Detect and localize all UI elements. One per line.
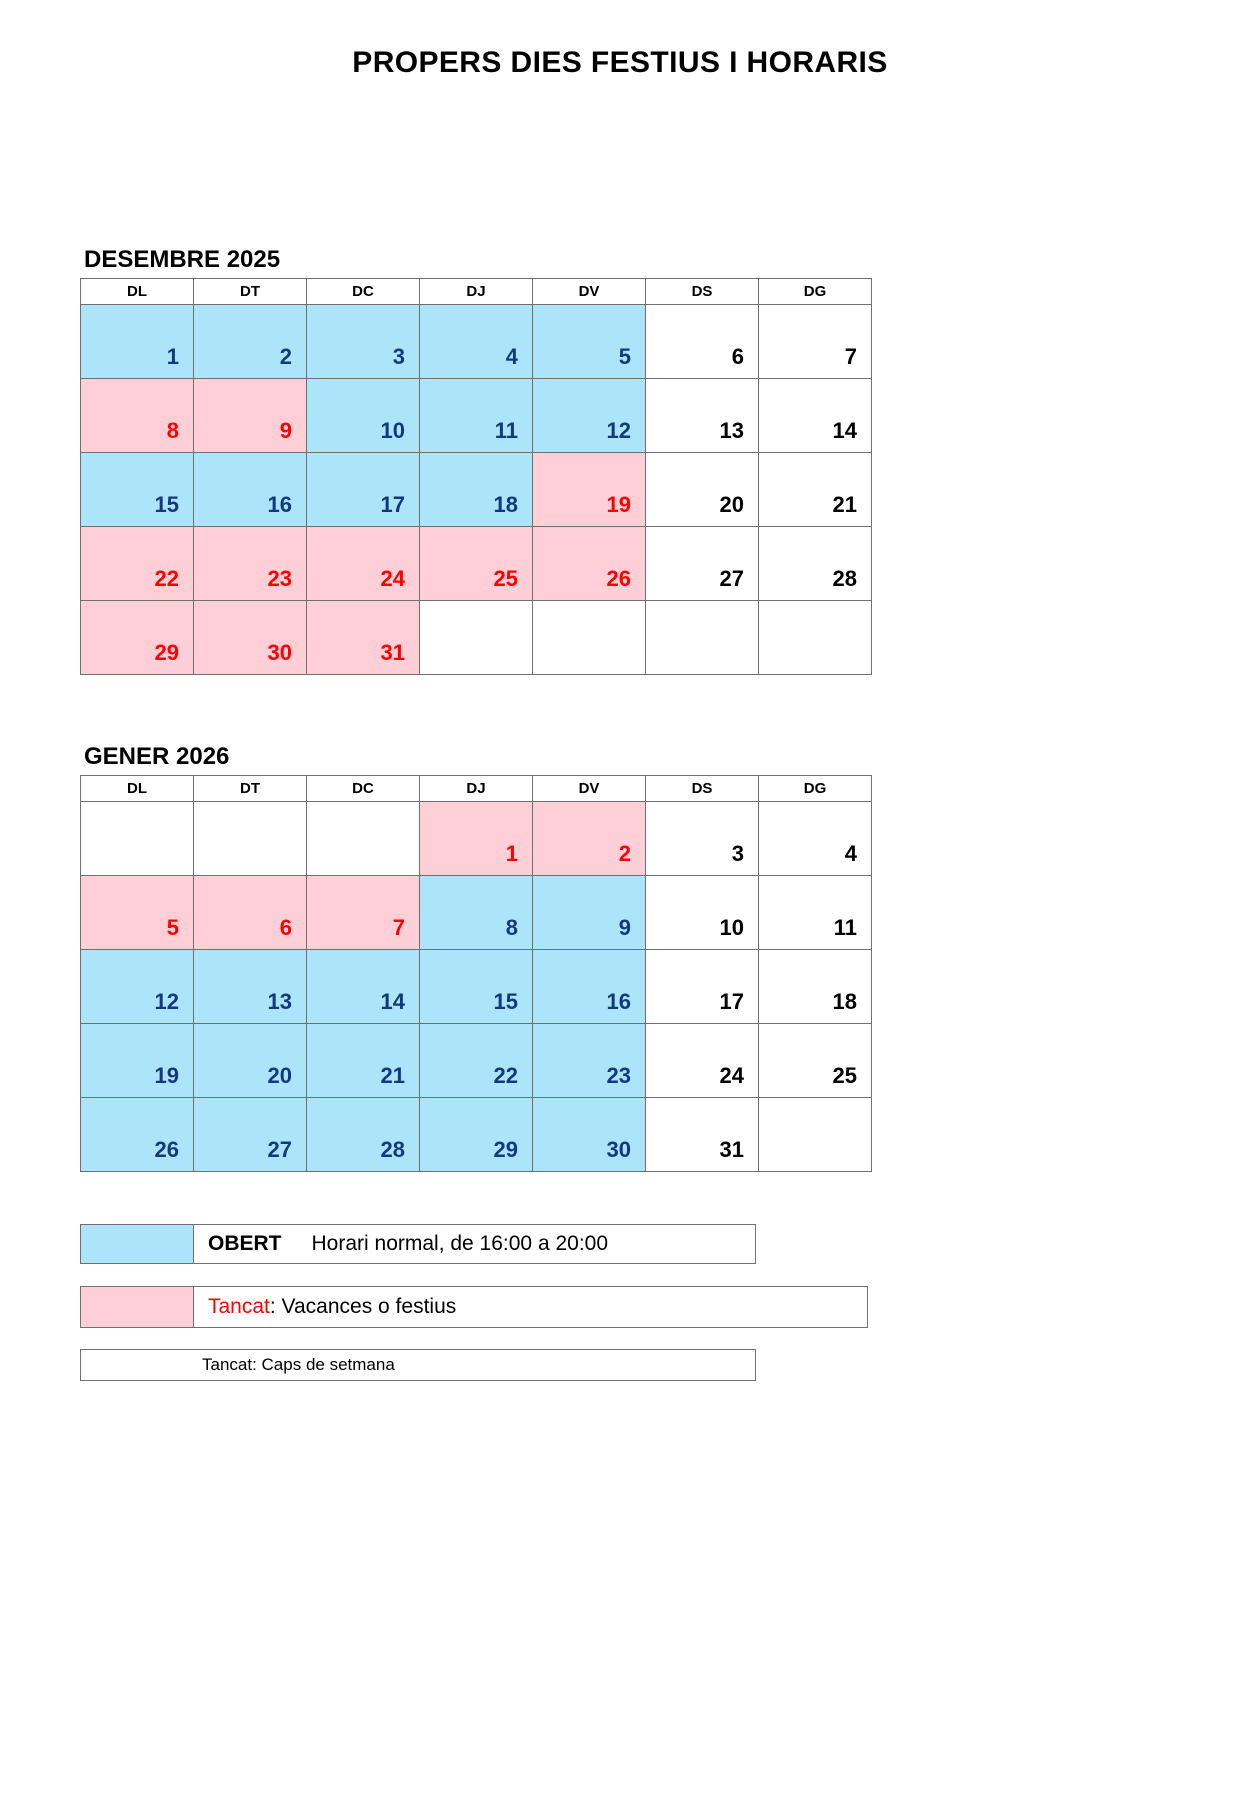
month-block-gener xyxy=(80,743,872,1172)
day-cell-empty xyxy=(420,601,533,675)
weekday-header-dt: DT xyxy=(194,279,307,305)
weekday-header-row xyxy=(81,776,872,802)
weekday-header-dt: DT xyxy=(194,776,307,802)
calendar-week-row xyxy=(81,379,872,453)
weekday-header-dj: DJ xyxy=(420,279,533,305)
calendar-week-row xyxy=(81,950,872,1024)
day-cell: 2 xyxy=(533,802,646,876)
day-cell: 13 xyxy=(194,950,307,1024)
calendar-week-row xyxy=(81,453,872,527)
calendar-page xyxy=(0,46,1240,1799)
weekday-header-dl: DL xyxy=(81,776,194,802)
day-cell: 10 xyxy=(646,876,759,950)
weekday-header-dv: DV xyxy=(533,279,646,305)
month-title-desembre: DESEMBRE 2025 xyxy=(84,246,281,273)
day-cell: 22 xyxy=(420,1024,533,1098)
day-cell: 24 xyxy=(307,527,420,601)
day-cell: 29 xyxy=(420,1098,533,1172)
page-title: PROPERS DIES FESTIUS I HORARIS xyxy=(352,46,888,79)
calendar-week-row xyxy=(81,305,872,379)
month-block-desembre xyxy=(80,246,872,675)
legend-weekend-description: Tancat: Caps de setmana xyxy=(202,1355,395,1374)
day-cell: 14 xyxy=(307,950,420,1024)
day-cell: 4 xyxy=(759,802,872,876)
day-cell: 20 xyxy=(646,453,759,527)
day-cell: 17 xyxy=(307,453,420,527)
day-cell xyxy=(307,802,420,876)
day-cell: 2 xyxy=(194,305,307,379)
day-cell: 7 xyxy=(759,305,872,379)
day-cell: 19 xyxy=(81,1024,194,1098)
day-cell: 22 xyxy=(81,527,194,601)
day-cell: 19 xyxy=(533,453,646,527)
day-cell: 23 xyxy=(194,527,307,601)
day-cell: 8 xyxy=(81,379,194,453)
day-cell: 18 xyxy=(759,950,872,1024)
calendar-week-row xyxy=(81,527,872,601)
legend-open-description: Horari normal, de 16:00 a 20:00 xyxy=(311,1232,609,1255)
day-cell: 17 xyxy=(646,950,759,1024)
day-cell: 1 xyxy=(81,305,194,379)
day-cell: 13 xyxy=(646,379,759,453)
day-cell: 23 xyxy=(533,1024,646,1098)
legend-row-open xyxy=(80,1224,756,1264)
day-cell xyxy=(194,802,307,876)
day-cell: 5 xyxy=(533,305,646,379)
weekday-header-dv: DV xyxy=(533,776,646,802)
weekday-header-dc: DC xyxy=(307,776,420,802)
day-cell: 25 xyxy=(759,1024,872,1098)
day-cell: 11 xyxy=(420,379,533,453)
day-cell: 28 xyxy=(759,527,872,601)
day-cell: 15 xyxy=(420,950,533,1024)
day-cell: 1 xyxy=(420,802,533,876)
day-cell: 3 xyxy=(646,802,759,876)
day-cell: 6 xyxy=(194,876,307,950)
day-cell: 15 xyxy=(81,453,194,527)
day-cell: 25 xyxy=(420,527,533,601)
day-cell-empty xyxy=(759,1098,872,1172)
calendar-week-row xyxy=(81,1024,872,1098)
day-cell: 7 xyxy=(307,876,420,950)
legend-row-weekend xyxy=(80,1349,756,1381)
day-cell-empty xyxy=(646,601,759,675)
day-cell: 30 xyxy=(194,601,307,675)
legend-open-label: OBERT xyxy=(208,1232,282,1255)
day-cell: 21 xyxy=(759,453,872,527)
legend-closed-label: Tancat xyxy=(208,1295,270,1318)
day-cell: 5 xyxy=(81,876,194,950)
day-cell: 11 xyxy=(759,876,872,950)
legend-text-open xyxy=(194,1225,755,1263)
weekday-header-row xyxy=(81,279,872,305)
weekday-header-dg: DG xyxy=(759,776,872,802)
day-cell: 9 xyxy=(194,379,307,453)
calendar-week-row xyxy=(81,802,872,876)
calendar-week-row xyxy=(81,1098,872,1172)
day-cell: 3 xyxy=(307,305,420,379)
day-cell: 31 xyxy=(307,601,420,675)
day-cell: 16 xyxy=(533,950,646,1024)
calendar-week-row xyxy=(81,876,872,950)
day-cell-empty xyxy=(533,601,646,675)
day-cell: 28 xyxy=(307,1098,420,1172)
legend-closed-description: : Vacances o festius xyxy=(269,1295,457,1318)
day-cell: 29 xyxy=(81,601,194,675)
weekday-header-ds: DS xyxy=(646,776,759,802)
day-cell: 8 xyxy=(420,876,533,950)
legend-swatch-weekend xyxy=(81,1350,194,1380)
legend-swatch-closed xyxy=(81,1287,194,1327)
day-cell-empty xyxy=(759,601,872,675)
day-cell xyxy=(81,802,194,876)
day-cell: 20 xyxy=(194,1024,307,1098)
weekday-header-dl: DL xyxy=(81,279,194,305)
calendar-table-gener xyxy=(80,775,872,1172)
day-cell: 18 xyxy=(420,453,533,527)
weekday-header-ds: DS xyxy=(646,279,759,305)
day-cell: 12 xyxy=(81,950,194,1024)
legend-text-closed xyxy=(194,1287,867,1327)
day-cell: 6 xyxy=(646,305,759,379)
day-cell: 30 xyxy=(533,1098,646,1172)
weekday-header-dc: DC xyxy=(307,279,420,305)
day-cell: 27 xyxy=(646,527,759,601)
legend-swatch-open xyxy=(81,1225,194,1263)
legend-row-closed xyxy=(80,1286,868,1328)
day-cell: 16 xyxy=(194,453,307,527)
calendar-week-row xyxy=(81,601,872,675)
day-cell: 4 xyxy=(420,305,533,379)
month-title-gener: GENER 2026 xyxy=(84,743,230,770)
calendar-table-desembre xyxy=(80,278,872,675)
weekday-header-dj: DJ xyxy=(420,776,533,802)
day-cell: 24 xyxy=(646,1024,759,1098)
day-cell: 27 xyxy=(194,1098,307,1172)
day-cell: 9 xyxy=(533,876,646,950)
weekday-header-dg: DG xyxy=(759,279,872,305)
day-cell: 14 xyxy=(759,379,872,453)
day-cell: 21 xyxy=(307,1024,420,1098)
day-cell: 26 xyxy=(533,527,646,601)
day-cell: 31 xyxy=(646,1098,759,1172)
day-cell: 10 xyxy=(307,379,420,453)
day-cell: 12 xyxy=(533,379,646,453)
day-cell: 26 xyxy=(81,1098,194,1172)
